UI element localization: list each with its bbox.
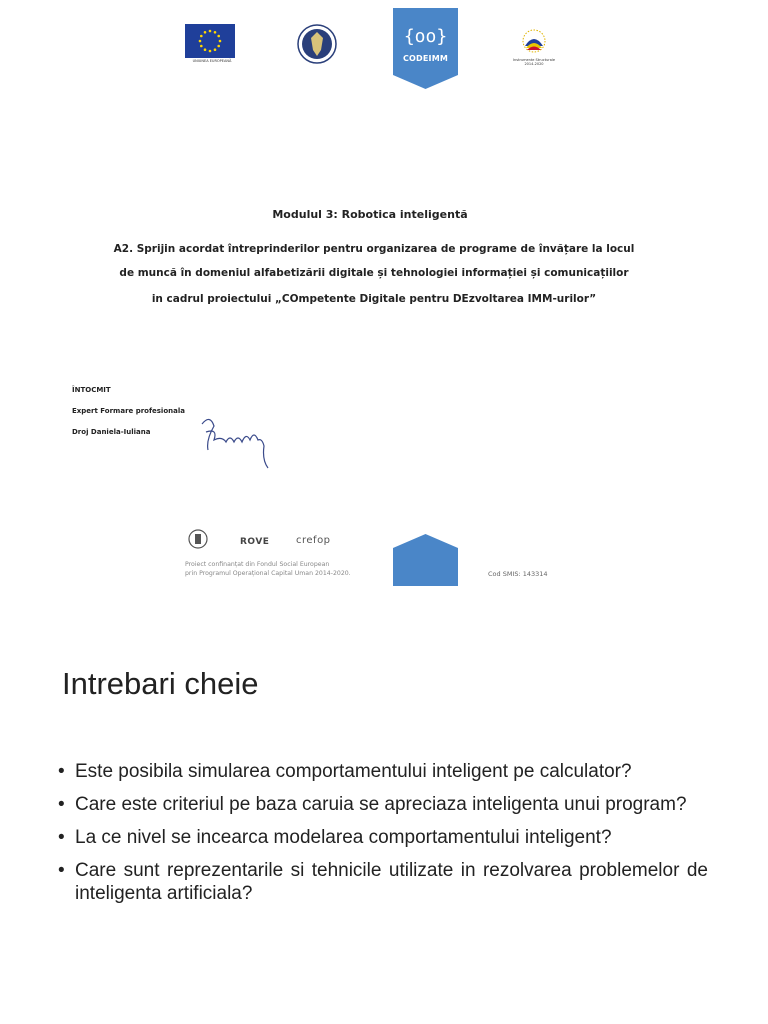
crefop-logo: crefop	[296, 535, 331, 546]
question-text: Este posibila simularea comportamentului inteligent pe calculator?	[75, 761, 632, 782]
bullet-marker: •	[58, 860, 65, 881]
rove-logo: ROVE	[240, 537, 270, 547]
blue-badge-shape	[393, 534, 458, 586]
question-item	[58, 859, 708, 905]
structural-instruments-logo	[512, 24, 556, 58]
author-label: ÎNTOCMIT	[72, 386, 111, 394]
eu-flag-logo	[185, 24, 235, 58]
question-item	[58, 760, 708, 783]
question-text: Care este criteriul pe baza caruia se apreciaza inteligenta unui program?	[75, 794, 687, 815]
funding-line: Proiect confinanțat din Fondul Social European	[185, 561, 330, 568]
bullet-marker: •	[58, 794, 65, 815]
eu-caption: UNIUNEA EUROPEANĂ	[192, 59, 232, 63]
section-heading: Intrebari cheie	[62, 666, 259, 701]
codeimm-label: CODEIMM	[402, 54, 449, 63]
description-line: in cadrul proiectului „COmpetente Digitale pentru DEzvoltarea IMM-urilor”	[151, 293, 597, 305]
author-name: Droj Daniela-Iuliana	[72, 428, 151, 436]
description-line: de muncă în domeniul alfabetizării digitale și tehnologiei informației și comunicațiilor	[119, 267, 629, 279]
bullet-marker: •	[58, 827, 65, 848]
caption-line: 2014-2020	[524, 62, 544, 66]
question-text: Care sunt reprezentarile si tehnicile utilizate in rezolvarea problemelor de inteligenta artificiala?	[75, 860, 708, 904]
question-item	[58, 826, 708, 849]
institution-round-logo	[188, 528, 208, 550]
key-questions-list	[58, 760, 708, 915]
description-line: A2. Sprijin acordat întreprinderilor pentru organizarea de programe de învățare la locul	[113, 243, 635, 255]
question-text: La ce nivel se incearca modelarea comportamentului inteligent?	[75, 827, 612, 848]
author-role: Expert Formare profesionala	[72, 407, 185, 415]
structural-instruments-caption	[506, 58, 562, 66]
codeimm-logo-badge	[393, 8, 458, 89]
module-title: Modulul 3: Robotica inteligentă	[272, 208, 468, 221]
government-seal-logo	[297, 24, 337, 64]
funding-line: prin Programul Operațional Capital Uman 2014-2020.	[185, 570, 351, 577]
question-item	[58, 793, 708, 816]
bullet-marker: •	[58, 761, 65, 782]
caption-line: Instrumente Structurale	[513, 58, 555, 62]
smis-code: Cod SMIS: 143314	[488, 570, 548, 578]
svg-text:{oo}: {oo}	[403, 26, 448, 47]
author-block	[72, 380, 185, 443]
funding-notice	[185, 560, 351, 578]
handwritten-signature	[196, 410, 276, 472]
project-description	[104, 237, 644, 311]
